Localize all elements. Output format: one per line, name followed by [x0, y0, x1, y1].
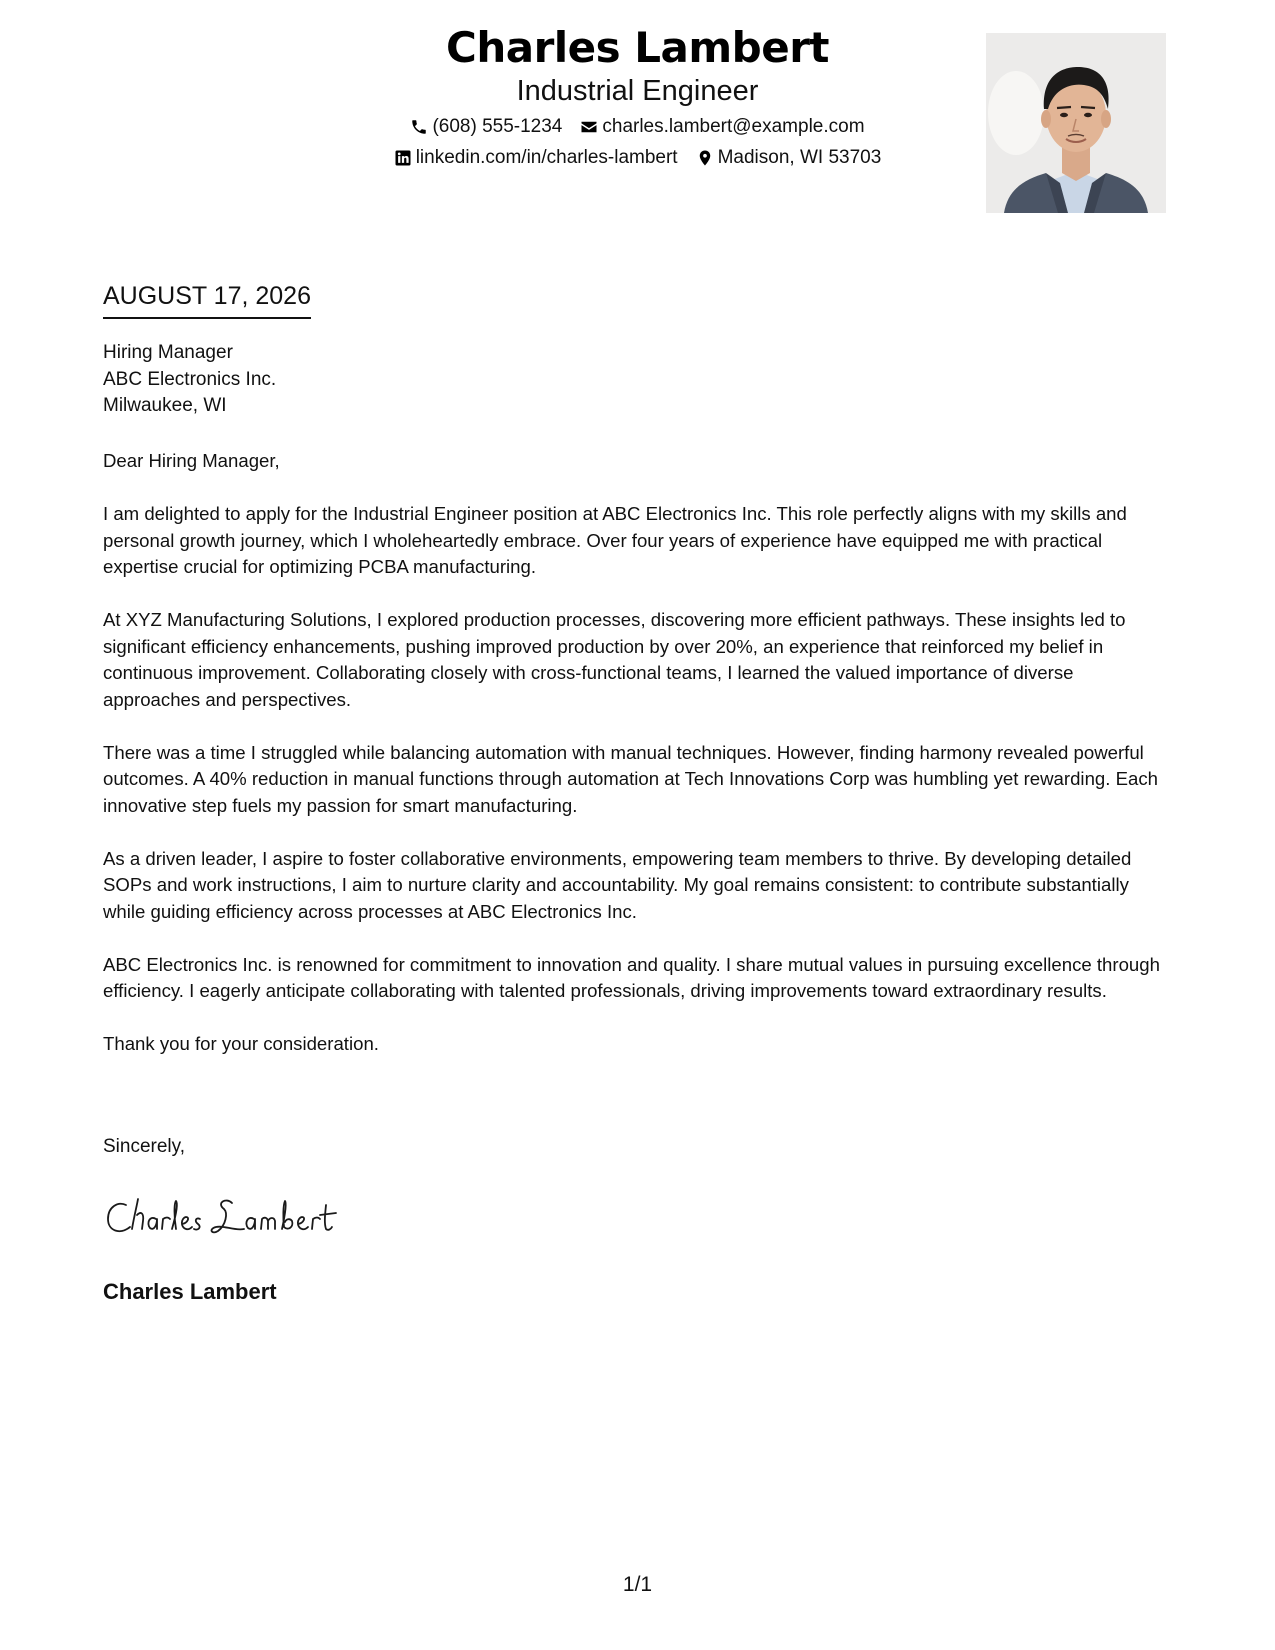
- recipient-block: [103, 340, 276, 420]
- handwritten-signature: [104, 1191, 364, 1241]
- linkedin-text: linkedin.com/in/charles-lambert: [415, 147, 678, 168]
- salutation: Dear Hiring Manager,: [103, 450, 280, 471]
- location-text: Madison, WI 53703: [717, 147, 882, 168]
- letter-date-block: [103, 280, 311, 319]
- body-paragraph-5: ABC Electronics Inc. is renowned for commitment to innovation and quality. I share mutual values in pursuing excellence through efficiency. I eagerly anticipate collaborating with talented professionals, driving improvements toward extraordinary results.: [103, 953, 1160, 1001]
- body-paragraph-1: I am delighted to apply for the Industrial Engineer position at ABC Electronics Inc. This role perfectly aligns with my skills and personal growth journey, which I wholeheartedly embrace. Over four years of experience have equipped me with practical expertise crucial for optimizing PCBA manufacturing.: [103, 503, 1127, 577]
- location-contact: [696, 146, 882, 170]
- page-number: 1/1: [622, 1573, 653, 1596]
- linkedin-icon: [394, 149, 412, 167]
- signer-name: Charles Lambert: [103, 1279, 277, 1304]
- closing-line: Sincerely,: [103, 1136, 186, 1157]
- phone-icon: [410, 118, 428, 136]
- email-contact: [580, 115, 864, 139]
- portrait-illustration: [986, 33, 1166, 213]
- letter-body: [103, 448, 1168, 1084]
- body-paragraph-2: At XYZ Manufacturing Solutions, I explored production processes, discovering more efficient pathways. These insights led to significant efficiency enhancements, pushing improved production by over 20%, an experience that reinforced my belief in continuous improvement. Collaborating closely with cross-functional teams, I learned the valued importance of diverse approaches and perspectives.: [103, 609, 1126, 710]
- linkedin-contact: [394, 146, 678, 170]
- envelope-icon: [580, 118, 598, 136]
- recipient-title: Hiring Manager: [103, 342, 233, 363]
- map-pin-icon: [696, 149, 714, 167]
- letter-date: AUGUST 17, 2026: [103, 280, 311, 319]
- applicant-name: Charles Lambert: [446, 23, 829, 72]
- applicant-title: Industrial Engineer: [516, 75, 759, 107]
- phone-contact: [410, 115, 562, 139]
- recipient-location: Milwaukee, WI: [103, 395, 227, 416]
- profile-photo: [986, 33, 1166, 213]
- body-paragraph-4: As a driven leader, I aspire to foster collaborative environments, empowering team members to thrive. By developing detailed SOPs and work instructions, I aim to nurture clarity and accountability. My goal remains consistent: to contribute substantially while guiding efficiency across processes at ABC Electronics Inc.: [103, 847, 1132, 922]
- email-text: charles.lambert@example.com: [602, 116, 865, 137]
- thank-you-line: Thank you for your consideration.: [103, 1033, 379, 1054]
- body-paragraph-3: There was a time I struggled while balancing automation with manual techniques. However, finding harmony revealed powerful outcomes. A 40% reduction in manual functions through automation at Tech Innovations Corp was humbling yet rewarding. Each innovative step fuels my passion for smart manufacturing.: [103, 741, 1158, 816]
- recipient-company: ABC Electronics Inc.: [103, 368, 277, 390]
- phone-text: (608) 555-1234: [432, 116, 563, 137]
